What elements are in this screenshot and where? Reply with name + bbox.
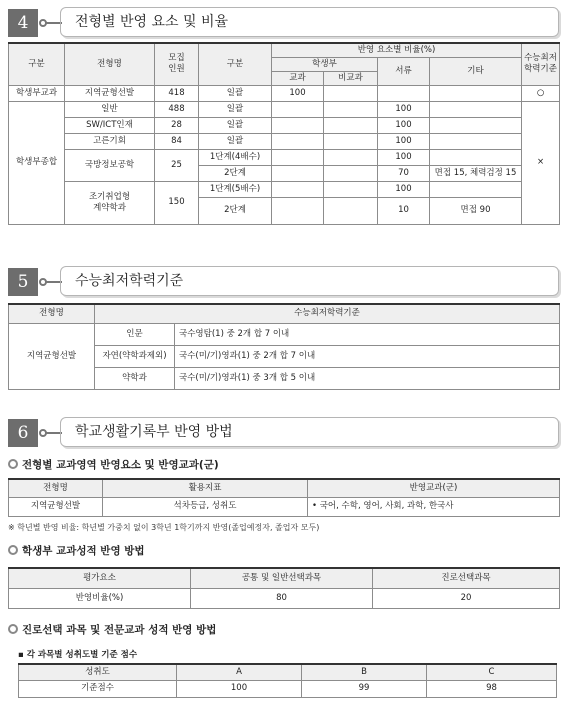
cell-empty bbox=[430, 117, 522, 133]
col-record: 학생부 bbox=[272, 57, 378, 71]
circle-bullet-icon bbox=[8, 545, 18, 555]
cell-docs: 100 bbox=[378, 101, 430, 117]
col-subjects: 반영교과(군) bbox=[308, 479, 560, 497]
section-6-header bbox=[8, 417, 559, 447]
table-row bbox=[9, 181, 560, 197]
cell-empty bbox=[430, 133, 522, 149]
cell-standard: 국수영탐(1) 중 2개 합 7 이내 bbox=[175, 323, 560, 345]
cell-stage: 일괄 bbox=[199, 85, 272, 101]
col-ratio: 반영 요소별 비율(%) bbox=[272, 43, 522, 57]
cell-quota: 488 bbox=[155, 101, 199, 117]
cell-empty bbox=[324, 149, 378, 165]
col-standard: 수능최저학력기준 bbox=[95, 304, 560, 323]
cell-name: 지역균형선발 bbox=[9, 323, 95, 389]
cell-common: 80 bbox=[191, 588, 373, 608]
table-row bbox=[9, 133, 560, 149]
grade-ratio-table bbox=[8, 567, 560, 609]
col-subject: 교과 bbox=[272, 71, 324, 85]
subsection-2 bbox=[8, 543, 145, 558]
cell-etc: 면접 90 bbox=[430, 197, 522, 224]
achievement-score-table bbox=[18, 663, 557, 698]
col-csat: 수능최저 학력기준 bbox=[522, 43, 560, 85]
section-title: 수능최저학력기준 bbox=[60, 266, 559, 296]
cell-quota: 150 bbox=[155, 181, 199, 224]
connector-dot bbox=[39, 429, 47, 437]
col-c: C bbox=[427, 664, 557, 680]
col-etc: 기타 bbox=[430, 57, 522, 85]
cell-docs: 70 bbox=[378, 165, 430, 181]
cell-docs: 100 bbox=[378, 181, 430, 197]
cell-empty bbox=[324, 117, 378, 133]
col-stage: 구분 bbox=[199, 43, 272, 85]
cell-element: 반영비율(%) bbox=[9, 588, 191, 608]
col-nonsubject: 비교과 bbox=[324, 71, 378, 85]
col-indicator: 활용지표 bbox=[103, 479, 308, 497]
cell-empty bbox=[272, 133, 324, 149]
cell-empty bbox=[430, 85, 522, 101]
table-row bbox=[9, 149, 560, 165]
connector-dot bbox=[39, 278, 47, 286]
cell-csat: ○ bbox=[522, 85, 560, 101]
table-row bbox=[9, 497, 560, 516]
table-row bbox=[9, 101, 560, 117]
connector-dot bbox=[39, 19, 47, 27]
cell-empty bbox=[378, 85, 430, 101]
subject-area-table bbox=[8, 478, 560, 517]
cell-field: 약학과 bbox=[95, 367, 175, 389]
cell-docs: 10 bbox=[378, 197, 430, 224]
cell-stage: 1단계(5배수) bbox=[199, 181, 272, 197]
note-text: ※ 학년별 반영 비율: 학년별 가중치 없이 3학년 1학기까지 반영(졸업예정자, 졸업자 모두) bbox=[8, 523, 320, 532]
cell-stage: 2단계 bbox=[199, 165, 272, 181]
col-career: 진로선택과목 bbox=[373, 568, 560, 588]
cell-name: 국방정보공학 bbox=[65, 149, 155, 181]
cell-name: 고른기회 bbox=[65, 133, 155, 149]
table-row bbox=[9, 323, 560, 345]
cell-empty bbox=[272, 117, 324, 133]
cell-standard: 국수(미/기)영과(1) 중 2개 합 7 이내 bbox=[175, 345, 560, 367]
section-title: 학교생활기록부 반영 방법 bbox=[60, 417, 559, 447]
cell-subject: 100 bbox=[272, 85, 324, 101]
table-row bbox=[19, 680, 557, 697]
cell-stage: 2단계 bbox=[199, 197, 272, 224]
cell-empty bbox=[272, 165, 324, 181]
cell-empty bbox=[324, 197, 378, 224]
cell-stage: 일괄 bbox=[199, 117, 272, 133]
cell-name: 일반 bbox=[65, 101, 155, 117]
section-number: 4 bbox=[8, 9, 38, 37]
cell-empty bbox=[324, 101, 378, 117]
subsection-title: 전형별 교과영역 반영요소 및 반영교과(군) bbox=[22, 459, 219, 471]
table-row bbox=[9, 588, 560, 608]
cell-docs: 100 bbox=[378, 133, 430, 149]
cell-empty bbox=[272, 181, 324, 197]
cell-c: 98 bbox=[427, 680, 557, 697]
cell-empty bbox=[272, 149, 324, 165]
cell-empty bbox=[324, 181, 378, 197]
cell-empty bbox=[272, 197, 324, 224]
csat-minimum-table bbox=[8, 303, 560, 390]
section-title: 전형별 반영 요소 및 비율 bbox=[60, 7, 559, 37]
circle-bullet-icon bbox=[8, 459, 18, 469]
cell-empty bbox=[430, 101, 522, 117]
section-4-header bbox=[8, 7, 559, 37]
col-name: 전형명 bbox=[65, 43, 155, 85]
cell-docs: 100 bbox=[378, 149, 430, 165]
col-name: 전형명 bbox=[9, 479, 103, 497]
col-docs: 서류 bbox=[378, 57, 430, 85]
cell-name: SW/ICT인재 bbox=[65, 117, 155, 133]
subsection-title: 진로선택 과목 및 전문교과 성적 반영 방법 bbox=[22, 624, 217, 636]
col-a: A bbox=[177, 664, 302, 680]
cell-etc: 면접 15, 체력검정 15 bbox=[430, 165, 522, 181]
cell-field: 자연(약학과제외) bbox=[95, 345, 175, 367]
cell-label: 기준점수 bbox=[19, 680, 177, 697]
cell-stage: 1단계(4배수) bbox=[199, 149, 272, 165]
subsection-title: 학생부 교과성적 반영 방법 bbox=[22, 545, 145, 557]
cell-indicator: 석차등급, 성취도 bbox=[103, 497, 308, 516]
cell-quota: 84 bbox=[155, 133, 199, 149]
col-name: 전형명 bbox=[9, 304, 95, 323]
subsection-3 bbox=[8, 622, 216, 637]
table-row bbox=[9, 85, 560, 101]
cell-name: 조기취업형 계약학과 bbox=[65, 181, 155, 224]
cell-empty bbox=[430, 181, 522, 197]
cell-empty bbox=[324, 85, 378, 101]
cell-quota: 28 bbox=[155, 117, 199, 133]
cell-name: 지역균형선발 bbox=[65, 85, 155, 101]
col-quota: 모집 인원 bbox=[155, 43, 199, 85]
cell-a: 100 bbox=[177, 680, 302, 697]
cell-quota: 418 bbox=[155, 85, 199, 101]
cell-subjects: • 국어, 수학, 영어, 사회, 과학, 한국사 bbox=[308, 497, 560, 516]
cell-name: 지역균형선발 bbox=[9, 497, 103, 516]
cell-empty bbox=[430, 149, 522, 165]
col-b: B bbox=[302, 664, 427, 680]
col-common: 공통 및 일반선택과목 bbox=[191, 568, 373, 588]
subsection-1 bbox=[8, 457, 219, 472]
cell-stage: 일괄 bbox=[199, 101, 272, 117]
cell-gubun: 학생부교과 bbox=[9, 85, 65, 101]
table-row bbox=[9, 117, 560, 133]
col-achievement: 성취도 bbox=[19, 664, 177, 680]
section-number: 5 bbox=[8, 268, 38, 296]
col-element: 평가요소 bbox=[9, 568, 191, 588]
cell-career: 20 bbox=[373, 588, 560, 608]
section-5-header bbox=[8, 266, 559, 296]
cell-docs: 100 bbox=[378, 117, 430, 133]
circle-bullet-icon bbox=[8, 624, 18, 634]
cell-quota: 25 bbox=[155, 149, 199, 181]
cell-gubun: 학생부종합 bbox=[9, 101, 65, 224]
section-number: 6 bbox=[8, 419, 38, 447]
cell-csat: × bbox=[522, 101, 560, 224]
col-gubun: 구분 bbox=[9, 43, 65, 85]
cell-standard: 국수(미/기)영과(1) 중 3개 합 5 이내 bbox=[175, 367, 560, 389]
cell-b: 99 bbox=[302, 680, 427, 697]
bullet-text: ▪ 각 과목별 성취도별 기준 점수 bbox=[18, 650, 138, 660]
cell-empty bbox=[272, 101, 324, 117]
cell-stage: 일괄 bbox=[199, 133, 272, 149]
selection-ratio-table bbox=[8, 42, 560, 225]
cell-empty bbox=[324, 165, 378, 181]
cell-field: 인문 bbox=[95, 323, 175, 345]
cell-empty bbox=[324, 133, 378, 149]
